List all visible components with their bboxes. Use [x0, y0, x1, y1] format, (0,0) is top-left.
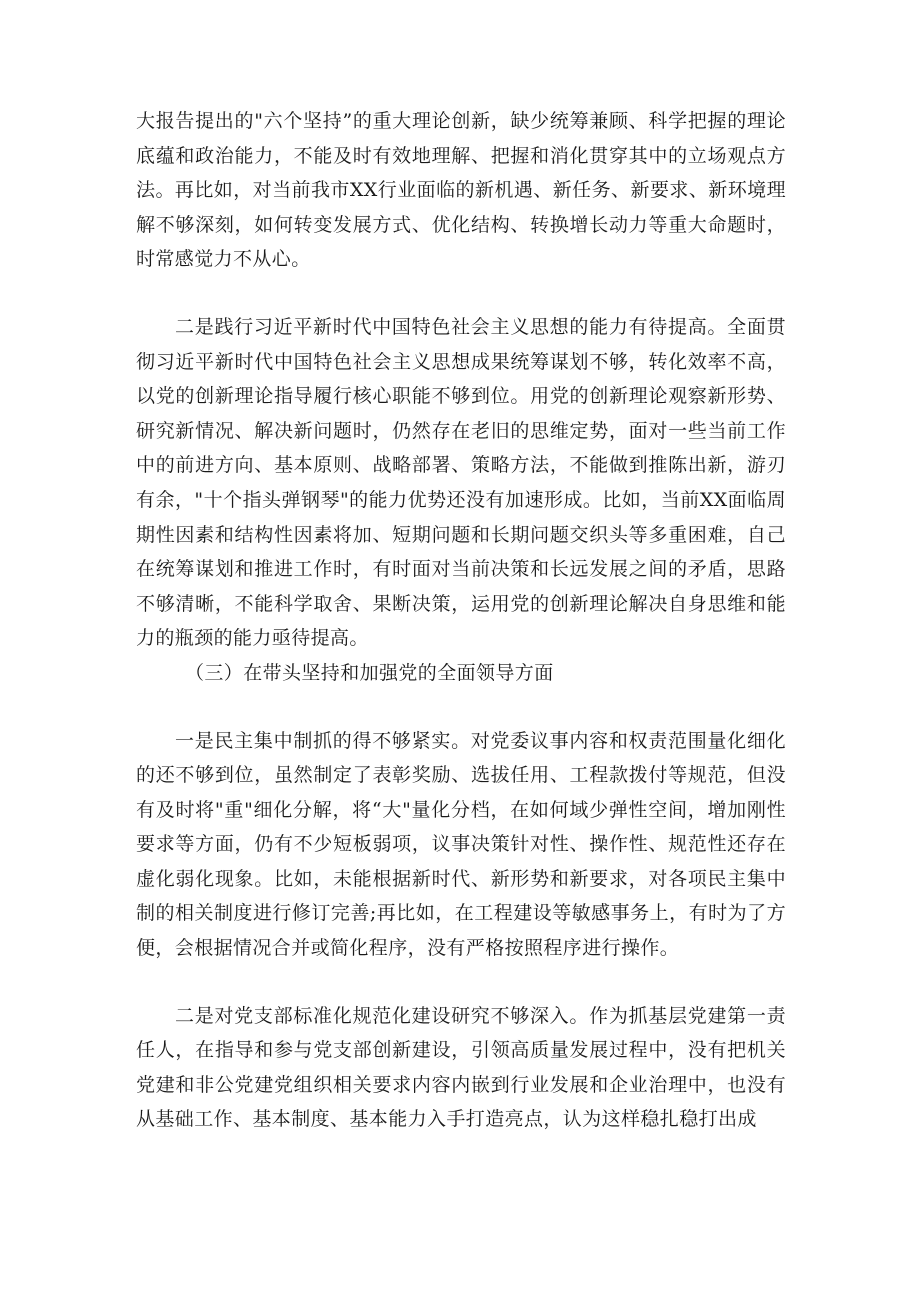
section-heading-3: （三）在带头坚持和加强党的全面领导方面 [185, 661, 554, 684]
paragraph-4: 二是对党支部标准化规范化建设研究不够深入。作为抓基层党建第一责任人，在指导和参与党支部创新建设，引领高质量发展过程中，没有把机关党建和非公党建党组织相关要求内容内嵌到行业发展和企业治理中，也没有从基础工作、基本制度、基本能力入手打造亮点，认为这样稳扎稳打出成 [136, 1004, 786, 1131]
paragraph-3: 一是民主集中制抓的得不够紧实。对党委议事内容和权责范围量化细化的还不够到位，虽然制定了表彰奖励、选拔任用、工程款拨付等规范，但没有及时将"重"细化分解，将“大"量化分档，在如何域少弹性空间，增加刚性要求等方面，仍有不少短板弱项，议事决策针对性、操作性、规范性还存在虚化弱化现象。比如，未能根据新时代、新形势和新要求，对各项民主集中制的相关制度进行修订完善;再比如，在工程建设等敏感事务上，有时为了方便，会根据情况合并或简化程序，没有严格按照程序进行操作。 [136, 729, 786, 960]
paragraph-1: 大报告提出的"六个坚持”的重大理论创新，缺少统筹兼顾、科学把握的理论底蕴和政治能力，不能及时有效地理解、把握和消化贯穿其中的立场观点方法。再比如，对当前我市XX行业面临的新机遇、新任务、新要求、新环境理解不够深刻，如何转变发展方式、优化结构、转换增长动力等重大命题时，时常感觉力不从心。 [136, 110, 786, 271]
document-page [136, 104, 786, 1137]
paragraph-2: 二是践行习近平新时代中国特色社会主义思想的能力有待提高。全面贯彻习近平新时代中国特色社会主义思想成果统筹谋划不够，转化效率不高，以党的创新理论指导履行核心职能不够到位。用党的创新理论观察新形势、研究新情况、解决新问题时，仍然存在老旧的思维定势，面对一些当前工作中的前进方向、基本原则、战略部署、策略方法，不能做到推陈出新，游刃有余，"十个指头弹钢琴"的能力优势还没有加速形成。比如，当前XX面临周期性因素和结构性因素将加、短期问题和长期问题交织头等多重困难，自己在统筹谋划和推进工作时，有时面对当前决策和长远发展之间的矛盾，思路不够清晰，不能科学取舍、果断决策，运用党的创新理论解决自身思维和能力的瓶颈的能力亟待提高。 [136, 315, 786, 650]
